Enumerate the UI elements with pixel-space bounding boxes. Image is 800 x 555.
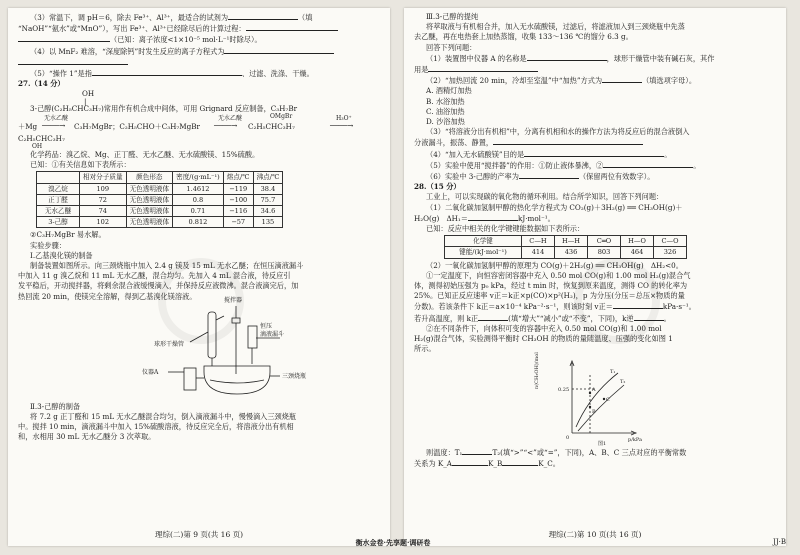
- table-header: C—O: [654, 236, 687, 247]
- table-cell: 无色透明液体: [126, 183, 173, 194]
- q3-line3: （已知：离子浓度<1×10⁻⁵ mol·L⁻¹时除尽）。: [18, 34, 382, 45]
- point-c: [603, 397, 605, 399]
- table-cell: 75.7: [253, 194, 283, 205]
- q3-line2: “NaOH”“氨水”或“MnO”），写出 Fe³⁺、Al³⁺已经除尽后的计算过程：: [18, 23, 382, 34]
- step3-line: 将萃取液与有机相合并，加入无水硫酸镁，过滤后，将滤液加入到三颈烧瓶中先蒸: [426, 22, 685, 32]
- curve-t2-label: T₂: [620, 378, 626, 385]
- step2-line: 和，水相用 30 mL 无水乙醚分 3 次萃取。: [18, 432, 156, 442]
- origin-label: 0: [566, 434, 570, 441]
- stirrer-label: 搅拌器: [224, 296, 243, 304]
- table-row: [37, 194, 283, 205]
- q28-judge-line2: 关系为 K_A K_B K_C。: [414, 458, 560, 468]
- right-footer: 理综(二)第 10 页(共 16 页): [548, 529, 642, 539]
- step1-line: 中加入 11 g 溴乙烷和 11 mL 无水乙醚，混合均匀。先加入 4 mL 混合液，待反应引: [18, 271, 291, 281]
- option-b: B. 水浴加热: [426, 96, 465, 106]
- q27-header: 27.（14 分）: [18, 79, 65, 89]
- q28-header: 28.（15 分）: [414, 182, 461, 192]
- table-header-row: [445, 236, 687, 247]
- reagents: 化学药品：溴乙烷、Mg、正丁醛、无水乙醚、无水硫酸镁、15%硫酸。: [30, 150, 260, 160]
- funnel-label-1: 恒压: [260, 322, 273, 330]
- table-header: 沸点/℃: [253, 172, 283, 183]
- eq-prod: C₂H₅CHC₃H₇: [248, 121, 295, 131]
- step1-title: Ⅰ.乙基溴化镁的制备: [30, 250, 93, 260]
- table-cell: 135: [253, 217, 283, 228]
- table-header: 密度/(g·mL⁻¹): [173, 172, 224, 183]
- right-page: [404, 8, 786, 546]
- point-a: [589, 391, 591, 393]
- q27-intro: 3-己醇(C₂H₅CHC₃H₇)常用作有机合成中间体，可用 Grignard 反应制备，C₃H₇Br: [30, 103, 298, 113]
- funnel-label-2: 滴液漏斗: [260, 330, 285, 338]
- q3-line2: 分液漏斗，振荡、静置，: [414, 137, 778, 148]
- q28-2-line: ①一定温度下，向恒容密闭容器中充入 0.50 mol CO(g)和 1.00 mol H₂(g)混合气: [426, 270, 691, 280]
- step3-title: Ⅲ.3-己醇的提纯: [426, 12, 479, 21]
- table-cell: −57: [223, 217, 253, 228]
- q28-2-line: 若升高温度，则 k正 (填“增大”“减小”或“不变”，下同)，k逆 。: [414, 313, 671, 323]
- table-cell: 无色透明液体: [126, 217, 173, 228]
- y-tick-label: 0.25: [558, 386, 570, 393]
- table-cell: 无色透明液体: [126, 206, 173, 217]
- q28-2-line: 分数)。若该条件下 k正＝a×10⁻⁴ kPa⁻²·s⁻¹，则该时刻 v正＝ kPa·s⁻¹。: [414, 302, 696, 312]
- figure-1: [414, 351, 778, 447]
- q4-line: （4）“加入无水硫酸镁”目的是 。: [426, 149, 672, 159]
- eq-arrow2: ────→: [214, 120, 238, 130]
- q3-line1: （3）常温下，调 pH＝6，除去 Fe³⁺、Al³⁺，最适合的试剂为 （填: [30, 13, 313, 22]
- eq-mid: C₃H₇MgBr；C₂H₅CHO＋C₃H₇MgBr: [74, 121, 200, 131]
- table-header: [37, 172, 80, 183]
- q28-3-line: H₂(g)混合气体，实验测得平衡时 CH₃OH 的物质的量随温度、压强的变化如图 1: [414, 334, 673, 344]
- option-d: D. 沙浴加热: [426, 117, 465, 127]
- figure-1-plot: [414, 355, 774, 447]
- table-row: [37, 217, 283, 228]
- q28-2-line: 25%。已知正反应速率 v正＝k正×p(CO)×p²(H₂)，p 为分压(分压＝总压×物质的量: [414, 291, 685, 301]
- table-cell: 正丁醛: [37, 194, 80, 205]
- table-cell: 326: [654, 247, 687, 258]
- curve-t1-label: T₁: [610, 368, 616, 375]
- table-cell: −119: [223, 183, 253, 194]
- known-2: ②C₃H₇MgBr 易水解。: [30, 230, 106, 240]
- step3-line: 去乙醚，再在电热套上加热蒸馏，收集 133～136 ℃的馏分 6.3 g。: [414, 32, 633, 42]
- table-cell: 74: [80, 206, 127, 217]
- point-b: [589, 405, 591, 407]
- step2-title: Ⅱ.3-己醇的制备: [30, 401, 81, 411]
- point-a-label: A: [592, 386, 596, 393]
- table-cell: 1.4612: [173, 183, 224, 194]
- table-cell: 464: [621, 247, 654, 258]
- q28-intro: 工业上，可以实现碳的氧化物的循环利用。结合所学知识，回答下列问题：: [426, 192, 664, 202]
- steps-title: 实验步骤：: [30, 240, 66, 250]
- curve-t1: [576, 373, 618, 427]
- q28-1-line2: H₂O(g) ΔH₁＝ kJ·mol⁻¹。: [414, 213, 555, 223]
- table-cell: 109: [80, 183, 127, 194]
- q28-judge-line: 则温度：T₁ T₂(填“>”“<”或“=”，下同)，A、B、C 三点对应的平衡常数: [426, 447, 687, 457]
- table-cell: 无水乙醚: [37, 206, 80, 217]
- structure-bond: |: [84, 96, 87, 106]
- table-cell: 3-己醇: [37, 217, 80, 228]
- q28-3-line: 所示。: [414, 344, 436, 354]
- table-header: H—O: [621, 236, 654, 247]
- structure-oh: OH: [82, 89, 95, 99]
- instrument-a-label: 仪器A: [142, 368, 159, 376]
- table-header: C═O: [588, 236, 621, 247]
- q1-line2: 用是: [414, 64, 778, 75]
- x-axis-label: p/kPa: [628, 436, 643, 443]
- table-header-row: [37, 172, 283, 183]
- q4-line: （4）以 MnF₂ 难溶，“深度除钙”时发生反应的离子方程式为: [18, 46, 382, 57]
- table-row: [37, 183, 283, 194]
- table-cell: 无色透明液体: [126, 194, 173, 205]
- center-brand-tag: 衡水金卷·先享题·调研卷: [355, 538, 431, 547]
- table-row: [37, 206, 283, 217]
- table-header: 颜色形态: [126, 172, 173, 183]
- final-product: C₂H₅CHC₃H₇: [18, 133, 65, 143]
- properties-table: [36, 171, 283, 228]
- apparatus-drawing: [18, 302, 378, 402]
- table-cell: 34.6: [253, 206, 283, 217]
- q2-line: （2）“加热回流 20 min，冷却至室温”中“加热”方式为 （填选项字母）。: [426, 76, 697, 86]
- step1-line: 制备装置如图所示。向三颈烧瓶中加入 2.4 g 镁及 15 mL 无水乙醚；在恒压滴液漏斗: [30, 261, 304, 271]
- paper-code-tag: JJ·B: [773, 538, 786, 546]
- known-1: 已知：①有关信息如下表所示：: [30, 160, 131, 170]
- table-cell: 38.4: [253, 183, 283, 194]
- eq-ombr: OMgBr: [270, 112, 293, 120]
- table-cell: 0.812: [173, 217, 224, 228]
- bond-known: 已知：反应中相关的化学键键能数据如下表所示：: [426, 224, 585, 234]
- point-b-label: B: [592, 408, 596, 415]
- final-oh: OH: [32, 143, 43, 151]
- option-c: C. 油浴加热: [426, 106, 465, 116]
- table-cell: 0.8: [173, 194, 224, 205]
- table-cell: 72: [80, 194, 127, 205]
- table-cell: 414: [522, 247, 555, 258]
- eq-cond2: 无水乙醚: [218, 114, 243, 122]
- grignard-equation: [18, 114, 382, 134]
- bond-energy-table: [444, 235, 687, 258]
- step1-line: 发平稳后，开动搅拌器，将剩余混合液缓慢滴入，并保持反应液微沸。混合液滴完后，加: [18, 281, 299, 291]
- q5-line: （5）“操作 1”是指 、过滤、洗涤、干燥。: [30, 69, 314, 79]
- q1-line: （1）装置图中仪器 A 的名称是 ，球形干燥管中装有碱石灰，其作: [426, 53, 715, 63]
- step2-line: 将 7.2 g 正丁醛和 15 mL 无水乙醚混合均匀，倒入滴液漏斗中，慢慢滴入三颈烧瓶: [30, 412, 297, 422]
- watermark-seal: [574, 258, 660, 344]
- table-cell: −116: [223, 206, 253, 217]
- eq-cond1: 无水乙醚: [44, 114, 69, 122]
- table-cell: −100: [223, 194, 253, 205]
- q28-2-line: 体，测得初始压强为 p₀ kPa，经过 t min 时，恢复到原来温度，测得 CO 的转化率为: [414, 281, 688, 291]
- y-axis-label: n(CH₃OH)/mol: [534, 351, 540, 389]
- table-cell: 436: [555, 247, 588, 258]
- q28-2-line: （2）一氧化碳加氢制甲醇的原理为 CO(g)＋2H₂(g) ══ CH₃OH(g) ΔH₂<0。: [426, 260, 683, 270]
- step1-line: 热回流 20 min，使镁完全溶解，得到乙基溴化镁溶液。: [18, 291, 197, 301]
- table-cell: 803: [588, 247, 621, 258]
- table-header: H—H: [555, 236, 588, 247]
- answer-prompt: 回答下列问题：: [426, 42, 477, 52]
- eq-arrow3: ────→: [330, 120, 354, 130]
- table-cell: 键能/(kJ·mol⁻¹): [445, 247, 522, 258]
- figure-caption: 图1: [598, 440, 607, 447]
- eq-mg: ＋Mg: [18, 121, 38, 131]
- q5-line: （5）实验中使用“搅拌器”的作用：①防止液体暴沸，② 。: [426, 160, 701, 170]
- condenser-label: 球形干燥管: [154, 340, 185, 348]
- q28-1-line: （1）二氧化碳加氢制甲醇的热化学方程式为 CO₂(g)＋3H₂(g) ══ CH₃OH(g)＋: [426, 202, 683, 212]
- option-a: A. 酒精灯加热: [426, 86, 472, 96]
- q6-line: （6）实验中 3-己醇的产率为 （保留两位有效数字）。: [426, 172, 655, 182]
- table-header: 化学键: [445, 236, 522, 247]
- table-cell: 溴乙烷: [37, 183, 80, 194]
- step2-line: 中。搅拌 10 min，滴液漏斗中加入 15%硫酸溶液，待反应完全后，将溶液分出有机相: [18, 422, 294, 432]
- left-page: [8, 8, 390, 546]
- point-c-label: C: [606, 396, 610, 403]
- curve-t2: [578, 385, 624, 431]
- eq-cond3: H₃O⁺: [336, 114, 352, 122]
- table-cell: 102: [80, 217, 127, 228]
- q3-line: （3）“将溶液分出有机相”中，分离有机相和水的操作方法为将反应后的混合液倒入: [426, 127, 690, 137]
- table-row: [445, 247, 687, 258]
- table-header: 相对分子质量: [80, 172, 127, 183]
- table-header: 熔点/℃: [223, 172, 253, 183]
- left-footer: 理综(二)第 9 页(共 16 页): [154, 529, 244, 539]
- table-cell: 0.71: [173, 206, 224, 217]
- eq-arrow1: ────→: [42, 120, 66, 130]
- q4-blank: [18, 57, 382, 68]
- flask-label: 三颈烧瓶: [282, 372, 307, 380]
- table-header: C—H: [522, 236, 555, 247]
- q28-3-line: ②在不同条件下，向体积可变的容器中充入 0.50 mol CO(g)和 1.00 mol: [426, 323, 662, 333]
